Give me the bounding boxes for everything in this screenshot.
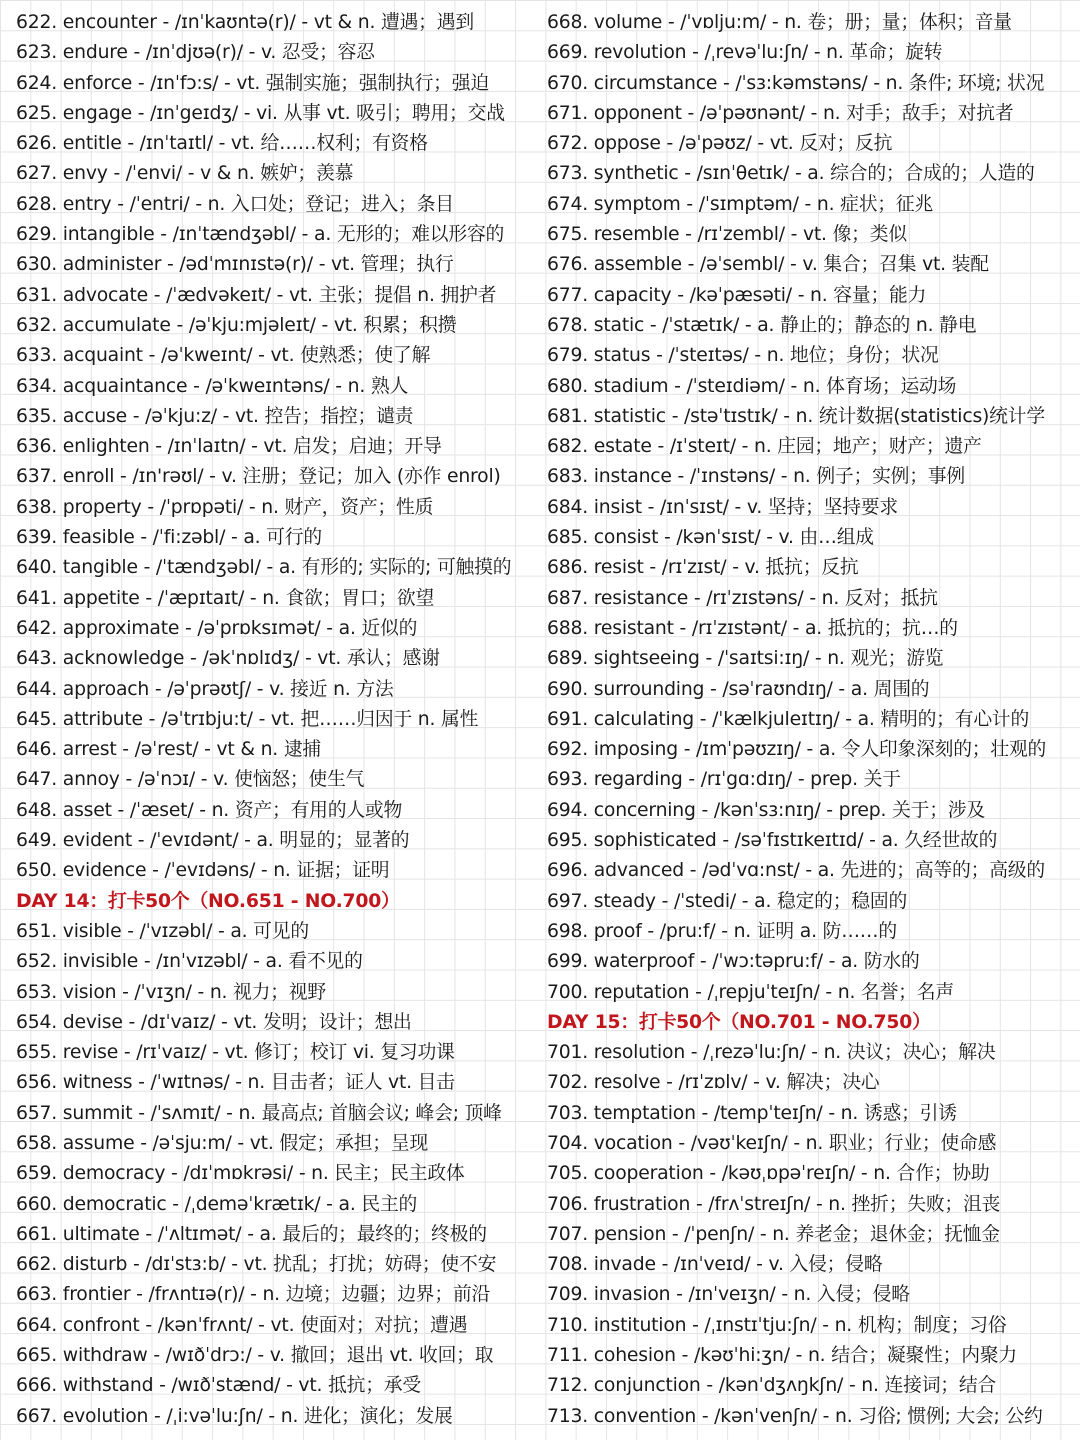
vocab-entry: 622. encounter - /ɪnˈkaʊntə(r)/ - vt & n. 遭遇；遇到	[16, 12, 474, 33]
vocab-entry: 631. advocate - /ˈædvəkeɪt/ - vt. 主张；提倡 n. 拥护者	[16, 284, 497, 306]
vocab-entry: 710. institution - /ˌɪnstɪˈtju:ʃn/ - n. 机构；制度；习俗	[547, 1314, 1007, 1336]
vocab-entry: 708. invade - /ɪnˈveɪd/ - v. 入侵；侵略	[547, 1254, 883, 1276]
vocab-entry: 629. intangible - /ɪnˈtændʒəbl/ - a. 无形的；难以形容的	[16, 224, 505, 246]
vocab-entry: 670. circumstance - /ˈsɜ:kəmstəns/ - n. 条件; 环境; 状况	[547, 72, 1045, 94]
vocab-entry: 633. acquaint - /əˈkweɪnt/ - vt. 使熟悉；使了解	[16, 345, 431, 367]
vocab-entry: 624. enforce - /ɪnˈfɔ:s/ - vt. 强制实施；强制执行；强迫	[16, 72, 489, 94]
right-column	[547, 8, 1080, 1432]
vocab-entry: 642. approximate - /əˈprɒksɪmət/ - a. 近似的	[16, 617, 418, 639]
vocab-entry: 626. entitle - /ɪnˈtaɪtl/ - vt. 给……权利；有资格	[16, 133, 428, 155]
vocab-entry: 655. revise - /rɪˈvaɪz/ - vt. 修订；校订 vi. 复习功课	[16, 1042, 455, 1064]
vocab-entry: 652. invisible - /ɪnˈvɪzəbl/ - a. 看不见的	[16, 951, 363, 973]
vocab-entry: 690. surrounding - /səˈraʊndɪŋ/ - a. 周围的	[547, 678, 930, 700]
vocab-entry: 707. pension - /ˈpenʃn/ - n. 养老金；退休金；抚恤金	[547, 1223, 1000, 1245]
vocab-entry: 679. status - /ˈsteɪtəs/ - n. 地位；身份；状况	[547, 345, 939, 367]
vocab-entry: 691. calculating - /ˈkælkjuleɪtɪŋ/ - a. 精明的；有心计的	[547, 708, 1030, 730]
vocab-entry: 627. envy - /ˈenvi/ - v & n. 嫉妒；羡慕	[16, 163, 354, 185]
vocab-entry: 657. summit - /ˈsʌmɪt/ - n. 最高点; 首脑会议; 峰会; 顶峰	[16, 1102, 502, 1124]
vocab-entry: 654. devise - /dɪˈvaɪz/ - vt. 发明；设计；想出	[16, 1011, 412, 1033]
vocab-entry: 660. democratic - /ˌdeməˈkrætɪk/ - a. 民主的	[16, 1193, 418, 1215]
vocab-entry: 712. conjunction - /kənˈdʒʌŋkʃn/ - n. 连接词；结合	[547, 1375, 997, 1397]
vocab-entry: 704. vocation - /vəʊˈkeɪʃn/ - n. 职业；行业；使命感	[547, 1132, 997, 1154]
vocab-entry: 666. withstand - /wɪðˈstænd/ - vt. 抵抗；承受	[16, 1375, 421, 1397]
vocab-entry: 703. temptation - /tempˈteɪʃn/ - n. 诱惑；引诱	[547, 1102, 957, 1124]
vocab-entry: 709. invasion - /ɪnˈveɪʒn/ - n. 入侵；侵略	[547, 1284, 910, 1306]
vocab-entry: 706. frustration - /frʌˈstreɪʃn/ - n. 挫折；失败；沮丧	[547, 1193, 1001, 1215]
vocab-entry: 632. accumulate - /əˈkju:mjəleɪt/ - vt. 积累；积攒	[16, 314, 457, 336]
vocab-entry: 677. capacity - /kəˈpæsəti/ - n. 容量；能力	[547, 284, 927, 306]
vocab-entry: 669. revolution - /ˌrevəˈlu:ʃn/ - n. 革命；旋转	[547, 42, 943, 64]
vocab-entry: 701. resolution - /ˌrezəˈlu:ʃn/ - n. 决议；决心；解决	[547, 1042, 996, 1064]
vocab-entry: 664. confront - /kənˈfrʌnt/ - vt. 使面对；对抗；遭遇	[16, 1314, 468, 1336]
vocab-entry: 673. synthetic - /sɪnˈθetɪk/ - a. 综合的；合成的；人造的	[547, 163, 1035, 185]
day-section-header: DAY 14：打卡50个（NO.651 - NO.700）	[16, 890, 400, 912]
vocab-entry: 681. statistic - /stəˈtɪstɪk/ - n. 统计数据(statistics)统计学	[547, 405, 1045, 427]
vocab-entry: 676. assemble - /əˈsembl/ - v. 集合；召集 vt. 装配	[547, 254, 989, 276]
vocab-entry: 687. resistance - /rɪˈzɪstəns/ - n. 反对；抵抗	[547, 587, 938, 609]
vocab-entry: 625. engage - /ɪnˈgeɪdʒ/ - vi. 从事 vt. 吸引；聘用；交战	[16, 102, 505, 124]
vocab-entry: 628. entry - /ˈentri/ - n. 入口处；登记；进入；条目	[16, 193, 454, 215]
vocab-entry: 693. regarding - /rɪˈgɑ:dɪŋ/ - prep. 关于	[547, 769, 901, 791]
vocab-entry: 711. cohesion - /kəʊˈhi:ʒn/ - n. 结合；凝聚性；内聚力	[547, 1345, 1018, 1367]
vocab-entry: 713. convention - /kənˈvenʃn/ - n. 习俗; 惯例; 大会; 公约	[547, 1405, 1043, 1427]
vocab-entry: 684. insist - /ɪnˈsɪst/ - v. 坚持；坚持要求	[547, 496, 898, 518]
vocab-entry: 661. ultimate - /ˈʌltɪmət/ - a. 最后的；最终的；终极的	[16, 1223, 487, 1245]
vocab-entry: 646. arrest - /əˈrest/ - vt & n. 逮捕	[16, 739, 321, 761]
vocab-entry: 689. sightseeing - /ˈsaɪtsi:ɪŋ/ - n. 观光；游览	[547, 648, 944, 670]
vocab-entry: 678. static - /ˈstætɪk/ - a. 静止的；静态的 n. 静电	[547, 314, 977, 336]
vocab-entry: 662. disturb - /dɪˈstɜ:b/ - vt. 扰乱；打扰；妨碍；使不安	[16, 1254, 497, 1276]
vocab-entry: 675. resemble - /rɪˈzembl/ - vt. 像；类似	[547, 224, 907, 246]
vocab-entry: 692. imposing - /ɪmˈpəʊzɪŋ/ - a. 令人印象深刻的；壮观的	[547, 739, 1047, 761]
vocab-entry: 636. enlighten - /ɪnˈlaɪtn/ - vt. 启发；启迪；开导	[16, 436, 442, 458]
vocab-entry: 668. volume - /ˈvɒlju:m/ - n. 卷；册；量；体积；音量	[547, 12, 1012, 33]
vocab-entry: 680. stadium - /ˈsteɪdiəm/ - n. 体育场；运动场	[547, 375, 957, 397]
vocab-entry: 638. property - /ˈprɒpəti/ - n. 财产，资产；性质	[16, 496, 434, 518]
vocab-entry: 686. resist - /rɪˈzɪst/ - v. 抵抗；反抗	[547, 557, 859, 579]
vocab-entry: 651. visible - /ˈvɪzəbl/ - a. 可见的	[16, 920, 309, 942]
vocab-entry: 671. opponent - /əˈpəʊnənt/ - n. 对手；敌手；对抗者	[547, 102, 1014, 124]
vocab-entry: 640. tangible - /ˈtændʒəbl/ - a. 有形的; 实际的; 可触摸的	[16, 557, 512, 579]
vocab-entry: 683. instance - /ˈɪnstəns/ - n. 例子；实例；事例	[547, 466, 965, 488]
vocab-entry: 645. attribute - /əˈtrɪbju:t/ - vt. 把……归因于 n. 属性	[16, 708, 479, 730]
vocab-entry: 702. resolve - /rɪˈzɒlv/ - v. 解决；决心	[547, 1072, 880, 1094]
vocab-entry: 643. acknowledge - /əkˈnɒlɪdʒ/ - vt. 承认；感谢	[16, 648, 440, 670]
vocab-entry: 700. reputation - /ˌrepjuˈteɪʃn/ - n. 名誉；名声	[547, 981, 954, 1003]
vocab-entry: 682. estate - /ɪˈsteɪt/ - n. 庄园；地产；财产；遗产	[547, 436, 982, 458]
vocab-entry: 667. evolution - /ˌi:vəˈlu:ʃn/ - n. 进化；演化；发展	[16, 1405, 453, 1427]
vocab-entry: 688. resistant - /rɪˈzɪstənt/ - a. 抵抗的；抗…的	[547, 617, 958, 639]
vocab-entry: 663. frontier - /frʌntɪə(r)/ - n. 边境；边疆；边界；前沿	[16, 1284, 491, 1306]
vocab-entry: 658. assume - /əˈsju:m/ - vt. 假定；承担；呈现	[16, 1132, 429, 1154]
vocab-entry: 648. asset - /ˈæset/ - n. 资产；有用的人或物	[16, 799, 403, 821]
vocab-entry: 674. symptom - /ˈsɪmptəm/ - n. 症状；征兆	[547, 193, 934, 215]
vocab-entry: 630. administer - /ədˈmɪnɪstə(r)/ - vt. 管理；执行	[16, 254, 454, 276]
vocab-entry: 647. annoy - /əˈnɔɪ/ - v. 使恼怒；使生气	[16, 769, 365, 791]
vocab-entry: 639. feasible - /ˈfi:zəbl/ - a. 可行的	[16, 527, 322, 549]
vocab-entry: 705. cooperation - /kəʊˌɒpəˈreɪʃn/ - n. 合作；协助	[547, 1163, 990, 1185]
vocab-entry: 696. advanced - /ədˈvɑ:nst/ - a. 先进的；高等的；高级的	[547, 860, 1045, 882]
vocab-entry: 672. oppose - /əˈpəʊz/ - vt. 反对；反抗	[547, 133, 893, 155]
vocab-entry: 634. acquaintance - /əˈkweɪntəns/ - n. 熟人	[16, 375, 409, 397]
vocab-entry: 637. enroll - /ɪn'rəʊl/ - v. 注册；登记；加入 (亦作 enrol)	[16, 466, 501, 488]
vocab-entry: 694. concerning - /kənˈsɜ:nɪŋ/ - prep. 关于；涉及	[547, 799, 985, 821]
vocab-entry: 697. steady - /ˈstedi/ - a. 稳定的；稳固的	[547, 890, 908, 912]
vocab-entry: 641. appetite - /ˈæpɪtaɪt/ - n. 食欲；胃口；欲望	[16, 587, 435, 609]
vocab-entry: 695. sophisticated - /səˈfɪstɪkeɪtɪd/ - a. 久经世故的	[547, 830, 998, 852]
vocab-entry: 653. vision - /ˈvɪʒn/ - n. 视力；视野	[16, 981, 326, 1003]
vocab-entry: 644. approach - /əˈprəʊtʃ/ - v. 接近 n. 方法	[16, 678, 394, 700]
vocab-entry: 623. endure - /ɪnˈdjʊə(r)/ - v. 忍受；容忍	[16, 42, 375, 64]
vocab-entry: 656. witness - /ˈwɪtnəs/ - n. 目击者；证人 vt. 目击	[16, 1072, 455, 1094]
vocab-entry: 650. evidence - /ˈevɪdəns/ - n. 证据；证明	[16, 860, 390, 882]
left-column	[16, 8, 551, 1432]
vocab-entry: 659. democracy - /dɪˈmɒkrəsi/ - n. 民主；民主政体	[16, 1163, 465, 1185]
vocab-entry: 649. evident - /ˈevɪdənt/ - a. 明显的；显著的	[16, 830, 410, 852]
vocab-entry: 699. waterproof - /ˈwɔ:təpru:f/ - a. 防水的	[547, 951, 920, 973]
vocab-entry: 665. withdraw - /wɪðˈdrɔ:/ - v. 撤回；退出 vt. 收回；取	[16, 1345, 494, 1367]
vocab-entry: 685. consist - /kənˈsɪst/ - v. 由…组成	[547, 527, 874, 549]
vocab-entry: 635. accuse - /əˈkju:z/ - vt. 控告；指控；谴责	[16, 405, 414, 427]
day-section-header: DAY 15：打卡50个（NO.701 - NO.750）	[547, 1011, 931, 1033]
vocab-entry: 698. proof - /pru:f/ - n. 证明 a. 防……的	[547, 920, 897, 942]
